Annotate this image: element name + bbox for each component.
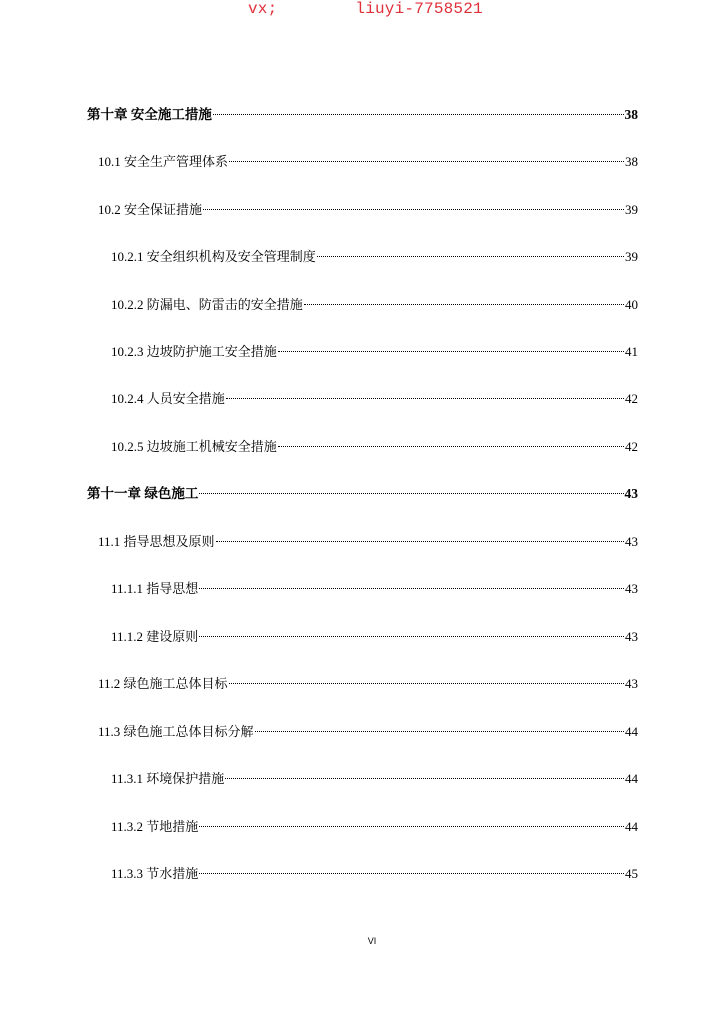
toc-entry-title: 11.1.1 指导思想: [111, 581, 199, 596]
toc-entry-10-2[interactable]: [98, 197, 638, 223]
toc-dot-leader: [199, 587, 624, 589]
toc-entry-page: 43: [625, 629, 638, 644]
toc-entry-page: 44: [625, 724, 638, 739]
toc-entry-page: 38: [625, 154, 638, 169]
toc-entry-title: 11.2 绿色施工总体目标: [98, 676, 228, 691]
toc-dot-leader: [199, 635, 624, 637]
toc-entry-page: 43: [625, 534, 638, 549]
toc-entry-11-1[interactable]: [98, 529, 638, 555]
toc-entry-11-1-1[interactable]: [111, 576, 638, 602]
watermark-contact-label: vx;: [248, 0, 278, 18]
toc-entry-title: 10.2.4 人员安全措施: [111, 391, 225, 406]
toc-dot-leader: [229, 160, 624, 162]
toc-entry-page: 44: [625, 771, 638, 786]
toc-entry-title: 第十一章 绿色施工: [87, 486, 199, 501]
toc-entry-title: 11.1 指导思想及原则: [98, 534, 215, 549]
toc-entry-11-3-3[interactable]: [111, 861, 638, 887]
toc-dot-leader: [226, 397, 624, 399]
toc-entry-title: 10.2.1 安全组织机构及安全管理制度: [111, 249, 316, 264]
toc-entry-page: 39: [625, 202, 638, 217]
toc-dot-leader: [213, 113, 624, 115]
toc-entry-page: 43: [625, 581, 638, 596]
toc-entry-page: 39: [625, 249, 638, 264]
toc-entry-title: 11.1.2 建设原则: [111, 629, 199, 644]
toc-entry-10-2-2[interactable]: [111, 292, 638, 318]
toc-entry-10-2-1[interactable]: [111, 244, 638, 270]
toc-entry-page: 42: [625, 391, 638, 406]
toc-dot-leader: [225, 777, 624, 779]
toc-dot-leader: [203, 208, 624, 210]
toc-dot-leader: [199, 872, 624, 874]
toc-entry-chapter-10[interactable]: [87, 102, 638, 128]
toc-dot-leader: [304, 303, 624, 305]
toc-entry-title: 10.2 安全保证措施: [98, 202, 203, 217]
toc-entry-11-1-2[interactable]: [111, 624, 638, 650]
page-number: VI: [367, 936, 377, 946]
toc-entry-page: 43: [624, 486, 638, 501]
toc-dot-leader: [278, 350, 624, 352]
toc-entry-title: 第十章 安全施工措施: [87, 107, 212, 122]
toc-entry-page: 40: [625, 297, 638, 312]
toc-entry-chapter-11[interactable]: [87, 481, 638, 507]
toc-entry-page: 38: [624, 107, 638, 122]
watermark: [248, 0, 483, 18]
watermark-contact-id: liuyi-7758521: [355, 0, 483, 18]
toc-entry-10-1[interactable]: [98, 149, 638, 175]
toc-dot-leader: [255, 730, 624, 732]
toc-entry-title: 11.3.3 节水措施: [111, 866, 199, 881]
toc-entry-10-2-4[interactable]: [111, 386, 638, 412]
toc-entry-page: 45: [625, 866, 638, 881]
toc-entry-title: 11.3.2 节地措施: [111, 819, 199, 834]
toc-entry-page: 43: [625, 676, 638, 691]
toc-entry-10-2-5[interactable]: [111, 434, 638, 460]
toc-dot-leader: [229, 682, 624, 684]
toc-entry-page: 44: [625, 819, 638, 834]
toc-entry-title: 10.2.2 防漏电、防雷击的安全措施: [111, 297, 303, 312]
toc-entry-title: 11.3 绿色施工总体目标分解: [98, 724, 254, 739]
toc-entry-title: 10.2.3 边坡防护施工安全措施: [111, 344, 277, 359]
toc-entry-11-3-2[interactable]: [111, 814, 638, 840]
toc-entry-11-2[interactable]: [98, 671, 638, 697]
toc-entry-11-3[interactable]: [98, 719, 638, 745]
toc-entry-title: 11.3.1 环境保护措施: [111, 771, 225, 786]
toc-entry-page: 42: [625, 439, 638, 454]
toc-entry-page: 41: [625, 344, 638, 359]
toc-entry-title: 10.1 安全生产管理体系: [98, 154, 229, 169]
toc-dot-leader: [199, 492, 623, 494]
toc-dot-leader: [199, 825, 624, 827]
toc-entry-10-2-3[interactable]: [111, 339, 638, 365]
toc-dot-leader: [216, 540, 624, 542]
toc-dot-leader: [278, 445, 624, 447]
toc-dot-leader: [317, 255, 624, 257]
toc-entry-title: 10.2.5 边坡施工机械安全措施: [111, 439, 277, 454]
toc-entry-11-3-1[interactable]: [111, 766, 638, 792]
